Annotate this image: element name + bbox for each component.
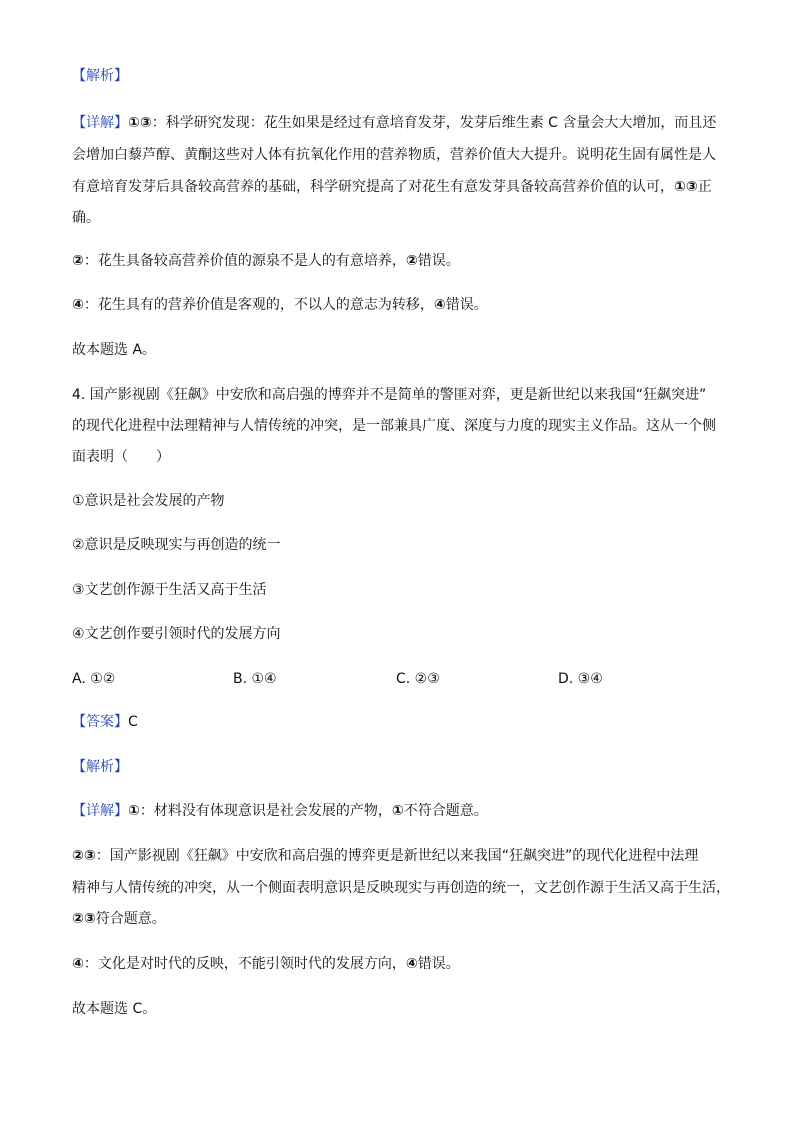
detail-paragraph-2-2-line-2: 精神与人情传统的冲突，从一个侧面表明意识是反映现实与再创造的统一，文艺创作源于生活又高于生活， [72,880,730,896]
detail-paragraph-2 [72,251,460,271]
text-run: 有意培育发芽后具备较高营养的基础，科学研究提高了对花生有意发芽具备较高营养价值的认可， [72,179,674,195]
text-run: 错误。 [445,297,488,313]
detail-paragraph-2-1 [72,801,488,821]
answer-heading: 【答案】 [72,714,128,730]
text-run: 错误。 [417,253,460,269]
circled-mark: ④ [405,956,418,972]
detail-paragraph-1-line-1 [72,113,716,133]
statement-item-3: ③文艺创作源于生活又高于生活 [72,582,267,598]
analysis-heading-2: 【解析】 [72,759,128,775]
detail-paragraph-1-line-3 [72,177,712,197]
circled-mark: ④ [433,297,446,313]
conclusion-c: 故本题选 C。 [72,1001,157,1017]
text-run: 符合题意。 [95,911,166,927]
text-run: ：花生具有的营养价值是客观的，不以人的意志为转移， [83,297,434,313]
text-run: ：科学研究发现：花生如果是经过有意培育发芽，发芽后维生素 C 含量会大大增加，而且还 [151,115,717,131]
detail-paragraph-3 [72,295,488,315]
detail-paragraph-2-2-line-1 [72,846,698,866]
circled-mark: ① [391,803,404,819]
question-4-stem-line-2: 的现代化进程中法理精神与人情传统的冲突，是一部兼具广度、深度与力度的现实主义作品。这从一个侧 [72,418,716,434]
circled-marks: ①③ [674,179,698,195]
circled-marks: ②③ [72,911,96,927]
text-run: ：文化是对时代的反映，不能引领时代的发展方向， [83,956,406,972]
statement-item-2: ②意识是反映现实与再创造的统一 [72,537,281,553]
text-run: 错误。 [417,956,460,972]
circled-mark: ② [405,253,418,269]
option-c: C. ②③ [396,671,440,687]
text-run: ：花生具备较高营养价值的源泉不是人的有意培养， [83,253,406,269]
answer-value: C [128,714,138,730]
text-run: ：材料没有体现意识是社会发展的产物， [139,803,392,819]
option-b: B. ①④ [233,671,277,687]
question-4-stem-line-3: 面表明（ ） [72,449,170,465]
circled-mark: ④ [72,956,84,972]
text-run: 正 [697,179,712,195]
option-a: A. ①② [72,671,116,687]
detail-paragraph-2-2-line-3 [72,909,166,929]
option-d: D. ③④ [558,671,603,687]
circled-mark: ① [128,803,140,819]
text-run: ：国产影视剧《狂飙》中安欣和高启强的博弈更是新世纪以来我国“狂飙突进”的现代化进程中法理 [95,848,699,864]
circled-marks: ①③ [128,115,152,131]
conclusion-a: 故本题选 A。 [72,342,157,358]
detail-heading-2: 【详解】 [72,803,128,819]
statement-item-4: ④文艺创作要引领时代的发展方向 [72,626,281,642]
detail-paragraph-1-line-4: 确。 [72,210,100,226]
analysis-heading: 【解析】 [72,68,128,84]
circled-mark: ④ [72,297,84,313]
detail-paragraph-1-line-2: 会增加白藜芦醇、黄酮这些对人体有抗氧化作用的营养物质，营养价值大大提升。说明花生固有属性是人 [72,147,716,163]
statement-item-1: ①意识是社会发展的产物 [72,493,225,509]
text-run: 不符合题意。 [403,803,488,819]
question-4-stem-line-1: 4. 国产影视剧《狂飙》中安欣和高启强的博弈并不是简单的警匪对弈，更是新世纪以来我国“狂飙突进” [72,387,707,403]
circled-marks: ②③ [72,848,96,864]
circled-mark: ② [72,253,84,269]
answer-line [72,712,138,732]
detail-paragraph-2-3 [72,954,460,974]
detail-heading: 【详解】 [72,115,128,131]
